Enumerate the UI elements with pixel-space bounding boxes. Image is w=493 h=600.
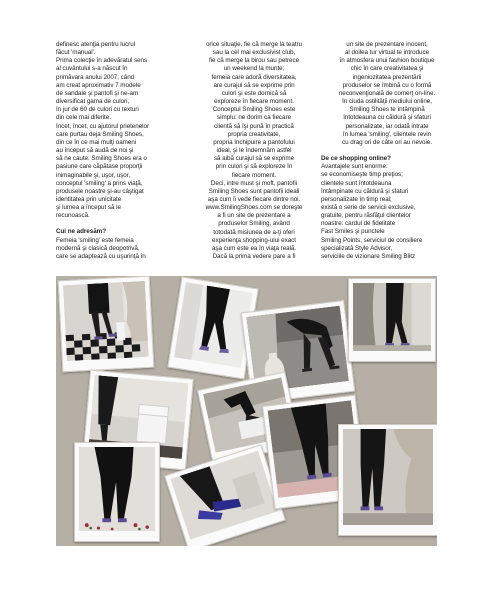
paragraph-gap bbox=[56, 220, 188, 228]
text-line: ideal, şi le îndemnăm astfel bbox=[216, 147, 292, 155]
text-line: Fast Smiles şi punctele bbox=[321, 228, 385, 236]
text-line: neconvenţională de comerţ on-line. bbox=[338, 89, 436, 97]
text-line: făcut 'manual'. bbox=[56, 49, 96, 57]
text-line: propria creativitate, bbox=[227, 130, 281, 138]
text-line: fiecare moment. bbox=[231, 171, 277, 179]
text-line: există o serie de servicii exclusive, bbox=[321, 203, 416, 211]
text-line: să ne caute. Smiling Shoes era o bbox=[56, 155, 147, 163]
photo-legs-curtain-bottom bbox=[338, 424, 437, 536]
text-line: Smiling Shoes sunt pantofii ideali bbox=[208, 187, 300, 195]
text-line: am creat aproximativ 7 modele bbox=[56, 81, 141, 89]
text-line: fie că merge la birou sau petrece bbox=[208, 57, 300, 65]
photo-collage bbox=[56, 276, 437, 546]
text-line: culori şi este dornică să bbox=[221, 89, 287, 97]
text-line: produselor Smiling, având bbox=[218, 220, 290, 228]
text-line: personalizate în timp real; bbox=[321, 195, 392, 203]
text-line: experienţa shopping-ului exact bbox=[212, 236, 296, 244]
text-line: Prima colecţie în adevăratul sens bbox=[56, 57, 148, 65]
text-line: propria închipuire a pantofului bbox=[213, 138, 295, 146]
text-line: în jur de 60 de culori cu texturi bbox=[56, 106, 139, 114]
photo-legs-curtain-top bbox=[348, 278, 436, 362]
text-line: întâmpinate cu căldură şi sfaturi bbox=[321, 187, 409, 195]
text-line: noastre: cardul de fidelitate bbox=[321, 220, 396, 228]
text-line: specializată Style Advisor, bbox=[321, 244, 393, 252]
text-line: totodată misiunea de a-ţi oferi bbox=[213, 228, 295, 236]
text-line: produselor se îmbină cu o formă bbox=[342, 81, 432, 89]
text-line: al doilea tur virtual te introduce bbox=[344, 49, 430, 57]
text-line: Smiling Shoes te întâmpină bbox=[349, 106, 425, 114]
article-column-1 bbox=[56, 41, 188, 261]
text-line: chic în care creativitatea şi bbox=[350, 65, 424, 73]
text-line: un site de prezentare inocent, bbox=[346, 41, 428, 48]
text-line: Deci, intre must şi moft, pantofii bbox=[210, 179, 298, 187]
text-line: ingeniozitatea prezentării bbox=[352, 73, 422, 81]
text-line: pasiune care căpătase proporţii bbox=[56, 163, 143, 171]
text-line: de sandale şi pantofi şi ne-am bbox=[56, 89, 139, 97]
text-line: www.SmilingShoes.com se doreşte bbox=[205, 204, 303, 212]
text-line: serviciile de vizionare Smiling Blitz bbox=[321, 252, 416, 260]
text-line: gratuite, pentru răsfăţul clientelor bbox=[321, 212, 411, 220]
photo-legs-checkerboard-floor bbox=[58, 276, 155, 372]
text-line: care se adaptează cu uşurinţă în bbox=[56, 252, 146, 260]
text-line: produsele noastre şi-au câştigat bbox=[56, 187, 144, 195]
text-line: personalizate, iar odată intrate bbox=[345, 122, 429, 130]
paragraph-gap bbox=[321, 147, 453, 155]
text-line: aşa cum îi vede fiecare dintre noi. bbox=[207, 195, 301, 203]
section-heading: De ce shopping online? bbox=[321, 155, 391, 163]
text-line: care purtau deja Smiling Shoes, bbox=[56, 130, 144, 138]
photo-legs-flower-floor bbox=[74, 442, 160, 542]
text-line: se economiseşte timp preţios; bbox=[321, 171, 403, 179]
text-line: conceptul 'smiling' a prins viaţă, bbox=[56, 179, 143, 187]
text-line: femeia care adoră diversitatea, bbox=[211, 73, 297, 81]
text-line: orice situaţie, fie că merge la teatru bbox=[205, 41, 303, 48]
text-line: în atmosfera unui fashion boutique bbox=[339, 57, 435, 65]
text-line: definesc atenţia pentru lucrul bbox=[56, 41, 136, 48]
text-line: simplu: ne dorim ca fiecare bbox=[217, 114, 291, 122]
text-line: are curajul să se exprime prin bbox=[213, 81, 295, 89]
text-line: inimaginabile şi, uşor, uşor, bbox=[56, 171, 131, 179]
section-heading: Cui ne adresăm? bbox=[56, 228, 106, 236]
text-line: aşa cum este ea în viaţa reală. bbox=[211, 244, 297, 252]
text-line: Dacă la prima vedere pare a fi bbox=[212, 253, 296, 261]
text-line: primăvara anului 2007, când bbox=[56, 73, 135, 81]
text-line: în lumea 'smiling', clientele revin bbox=[342, 130, 432, 138]
text-line: din ce în ce mai mulţi oameni bbox=[56, 138, 137, 146]
text-line: Smiling Points, serviciul de consiliere bbox=[321, 236, 423, 244]
text-line: Încet, încet, cu ajutorul prietenelor bbox=[56, 122, 150, 130]
article-column-2 bbox=[188, 41, 320, 261]
text-line: să aibă curajul să se exprime bbox=[213, 155, 295, 163]
text-line: cu drag ori de câte ori au nevoie. bbox=[341, 138, 432, 146]
text-line: Femeia 'smiling' este femeia bbox=[56, 236, 134, 244]
text-line: clientele sunt întotdeauna bbox=[321, 179, 392, 187]
text-line: clientă să îşi pună în practică bbox=[214, 122, 294, 130]
article-column-3 bbox=[321, 41, 453, 261]
text-line: În ciuda ostilităţii mediului online, bbox=[342, 98, 432, 106]
text-line: prin culori şi să exploreze în bbox=[215, 163, 293, 171]
text-line: al cuvântului s-a născut în bbox=[56, 65, 128, 73]
text-line: au început să audă de noi şi bbox=[56, 147, 134, 155]
text-line: identitatea prin unicitate bbox=[56, 195, 122, 203]
text-line: diversificat gama de culori, bbox=[56, 98, 130, 106]
text-line: un weekend la munte; bbox=[223, 65, 285, 73]
text-line: Avantajele sunt enorme: bbox=[321, 163, 388, 171]
text-line: şi lumea a început să le bbox=[56, 204, 121, 212]
text-line: Conceptul Smiling Shoes este bbox=[212, 106, 296, 114]
text-line: din cele mai diferite. bbox=[56, 114, 111, 122]
text-line: exploreze în fiecare moment. bbox=[214, 98, 294, 106]
text-line: întotdeauna cu căldură şi sfaturi bbox=[343, 114, 431, 122]
text-line: a fi un site de prezentare a bbox=[217, 212, 291, 220]
text-line: recunoască. bbox=[56, 212, 90, 220]
text-line: modernă şi clasică deopotrivă, bbox=[56, 244, 140, 252]
text-line: sau la cel mai exclusivist club, bbox=[212, 49, 296, 57]
